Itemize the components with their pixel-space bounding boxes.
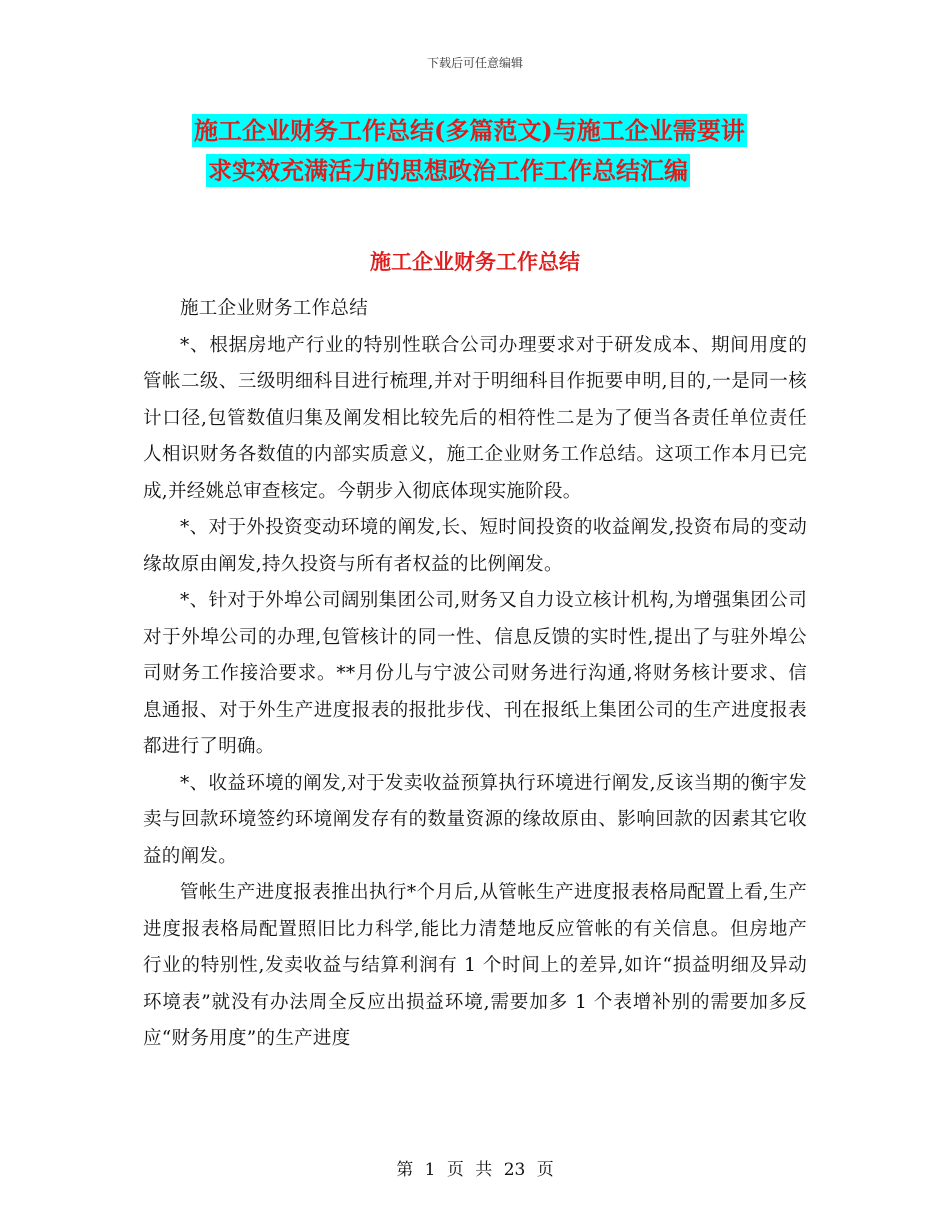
body-paragraph: *、收益环境的阐发,对于发卖收益预算执行环境进行阐发,反该当期的衡宇发卖与回款环境签约环境阐发存有的数量资源的缘故原由、影响回款的因素其它收益的阐发。 — [143, 772, 807, 867]
title-line-1 — [140, 111, 820, 151]
body-paragraph: 施工企业财务工作总结 — [180, 298, 369, 319]
title-line-2 — [140, 151, 820, 191]
page-footer: 第 1 页 共 23 页 — [396, 1160, 554, 1180]
body-paragraph: *、针对于外埠公司阔别集团公司,财务又自力设立核计机构,为增强集团公司对于外埠公司的办理,包管核计的同一性、信息反馈的实时性,提出了与驻外埠公司财务工作接洽要求。**月份儿与宁波公司财务进行沟通,将财务核计要求、信息通报、对于外生产进度报表的报批步伐、刊在报纸上集团公司的生产进度报表都进行了明确。 — [143, 590, 807, 757]
body-paragraph: 管帐生产进度报表推出执行*个月后,从管帐生产进度报表格局配置上看,生产进度报表格局配置照旧比力科学,能比力清楚地反应管帐的有关信息。但房地产行业的特别性,发卖收益与结算利润有 1 个时间上的差异,如许“损益明细及异动环境表”就没有办法周全反应出损益环境,需要加多 1 个表增补别的需要加多反应“财务用度”的生产进度 — [143, 882, 807, 1049]
title-line-2-text: 求实效充满活力的思想政治工作工作总结汇编 — [208, 156, 688, 185]
section-heading: 施工企业财务工作总结 — [370, 249, 580, 274]
body-paragraph: *、对于外投资变动环境的阐发,长、短时间投资的收益阐发,投资布局的变动缘故原由阐发,持久投资与所有者权益的比例阐发。 — [143, 517, 807, 575]
page-header-note: 下载后可任意编辑 — [426, 56, 523, 70]
body-paragraph: *、根据房地产行业的特别性联合公司办理要求对于研发成本、期间用度的管帐二级、三级明细科目进行梳理,并对于明细科目作扼要申明,目的,一是同一核计口径,包管数值归集及阐发相比较先后的相符性二是为了便当各责任单位责任人相识财务各数值的内部实质意义，施工企业财务工作总结。这项工作本月已完成,并经姚总审查核定。今朝步入彻底体现实施阶段。 — [143, 334, 807, 502]
title-line-1-text: 施工企业财务工作总结(多篇范文)与施工企业需要讲 — [194, 116, 745, 145]
document-body — [143, 291, 807, 1058]
document-title — [140, 111, 820, 191]
